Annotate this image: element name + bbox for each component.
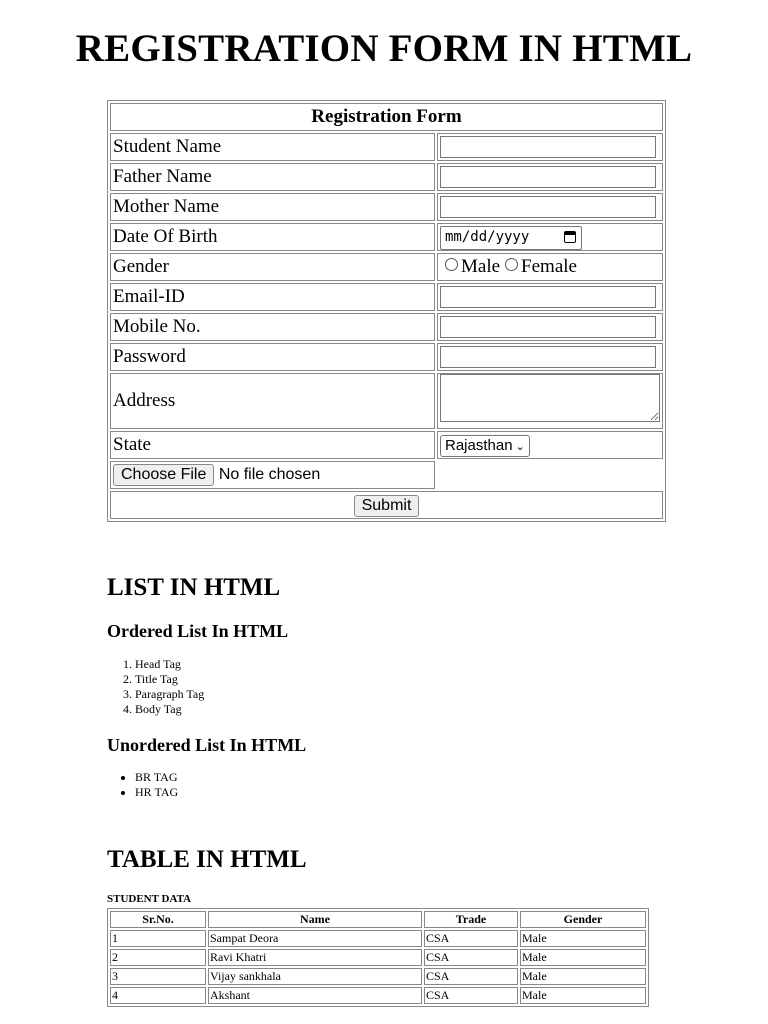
mother-name-label: Mother Name <box>110 193 435 221</box>
file-upload-cell <box>110 461 435 489</box>
table-cell: Ravi Khatri <box>208 949 422 966</box>
table-cell: CSA <box>424 968 518 985</box>
list-item: 1. Head Tag <box>135 657 204 672</box>
table-heading: TABLE IN HTML <box>107 846 307 873</box>
father-name-label: Father Name <box>110 163 435 191</box>
table-cell: CSA <box>424 930 518 947</box>
ordered-list <box>107 657 204 717</box>
email-label: Email-ID <box>110 283 435 311</box>
table-cell: Vijay sankhala <box>208 968 422 985</box>
mobile-label: Mobile No. <box>110 313 435 341</box>
table-cell: Sampat Deora <box>208 930 422 947</box>
password-label: Password <box>110 343 435 371</box>
table-row <box>110 949 646 966</box>
gender-female-radio[interactable] <box>505 258 518 271</box>
list-item: 3. Paragraph Tag <box>135 687 204 702</box>
registration-form-table <box>107 100 666 522</box>
file-status: No file chosen <box>218 466 321 483</box>
state-label: State <box>110 431 435 459</box>
student-table <box>107 908 649 1007</box>
mobile-input[interactable] <box>440 316 656 338</box>
address-textarea[interactable] <box>440 374 660 422</box>
table-row <box>110 968 646 985</box>
list-item: • HR TAG <box>135 785 178 800</box>
table-cell: Male <box>520 968 646 985</box>
empty-cell <box>437 461 663 489</box>
table-cell: CSA <box>424 949 518 966</box>
table-caption: STUDENT DATA <box>107 893 192 905</box>
table-row <box>110 987 646 1004</box>
table-cell: Male <box>520 930 646 947</box>
gender-female-label: Female <box>521 256 577 277</box>
address-label: Address <box>110 373 435 429</box>
submit-button[interactable]: Submit <box>354 495 420 517</box>
column-header-name: Name <box>208 911 422 928</box>
table-cell: 4 <box>110 987 206 1004</box>
gender-male-label: Male <box>461 256 501 277</box>
table-cell: 2 <box>110 949 206 966</box>
table-cell: CSA <box>424 987 518 1004</box>
gender-male-radio[interactable] <box>445 258 458 271</box>
table-cell: 3 <box>110 968 206 985</box>
list-item: • BR TAG <box>135 770 178 785</box>
column-header-srno: Sr.No. <box>110 911 206 928</box>
choose-file-button[interactable]: Choose File <box>113 464 214 486</box>
father-name-input[interactable] <box>440 166 656 188</box>
table-row <box>110 930 646 947</box>
form-header: Registration Form <box>110 103 663 131</box>
column-header-gender: Gender <box>520 911 646 928</box>
list-item: 2. Title Tag <box>135 672 204 687</box>
student-name-label: Student Name <box>110 133 435 161</box>
table-cell: Male <box>520 987 646 1004</box>
state-selected-value: Rajasthan <box>445 436 513 454</box>
state-select[interactable] <box>440 435 530 457</box>
unordered-list-heading: Unordered List In HTML <box>107 735 307 755</box>
page-title: REGISTRATION FORM IN HTML <box>75 27 693 70</box>
unordered-list <box>107 770 178 800</box>
lists-heading: LIST IN HTML <box>107 574 281 601</box>
dob-input[interactable] <box>440 226 582 250</box>
calendar-icon[interactable] <box>564 231 576 243</box>
table-cell: Male <box>520 949 646 966</box>
table-cell: 1 <box>110 930 206 947</box>
student-name-input[interactable] <box>440 136 656 158</box>
password-input[interactable] <box>440 346 656 368</box>
table-cell: Akshant <box>208 987 422 1004</box>
dob-placeholder: mm/dd/yyyy <box>445 228 530 245</box>
dob-label: Date Of Birth <box>110 223 435 251</box>
ordered-list-heading: Ordered List In HTML <box>107 621 289 641</box>
column-header-trade: Trade <box>424 911 518 928</box>
chevron-down-icon: ⌄ <box>515 440 525 453</box>
email-input[interactable] <box>440 286 656 308</box>
gender-label: Gender <box>110 253 435 281</box>
list-item: 4. Body Tag <box>135 702 204 717</box>
mother-name-input[interactable] <box>440 196 656 218</box>
